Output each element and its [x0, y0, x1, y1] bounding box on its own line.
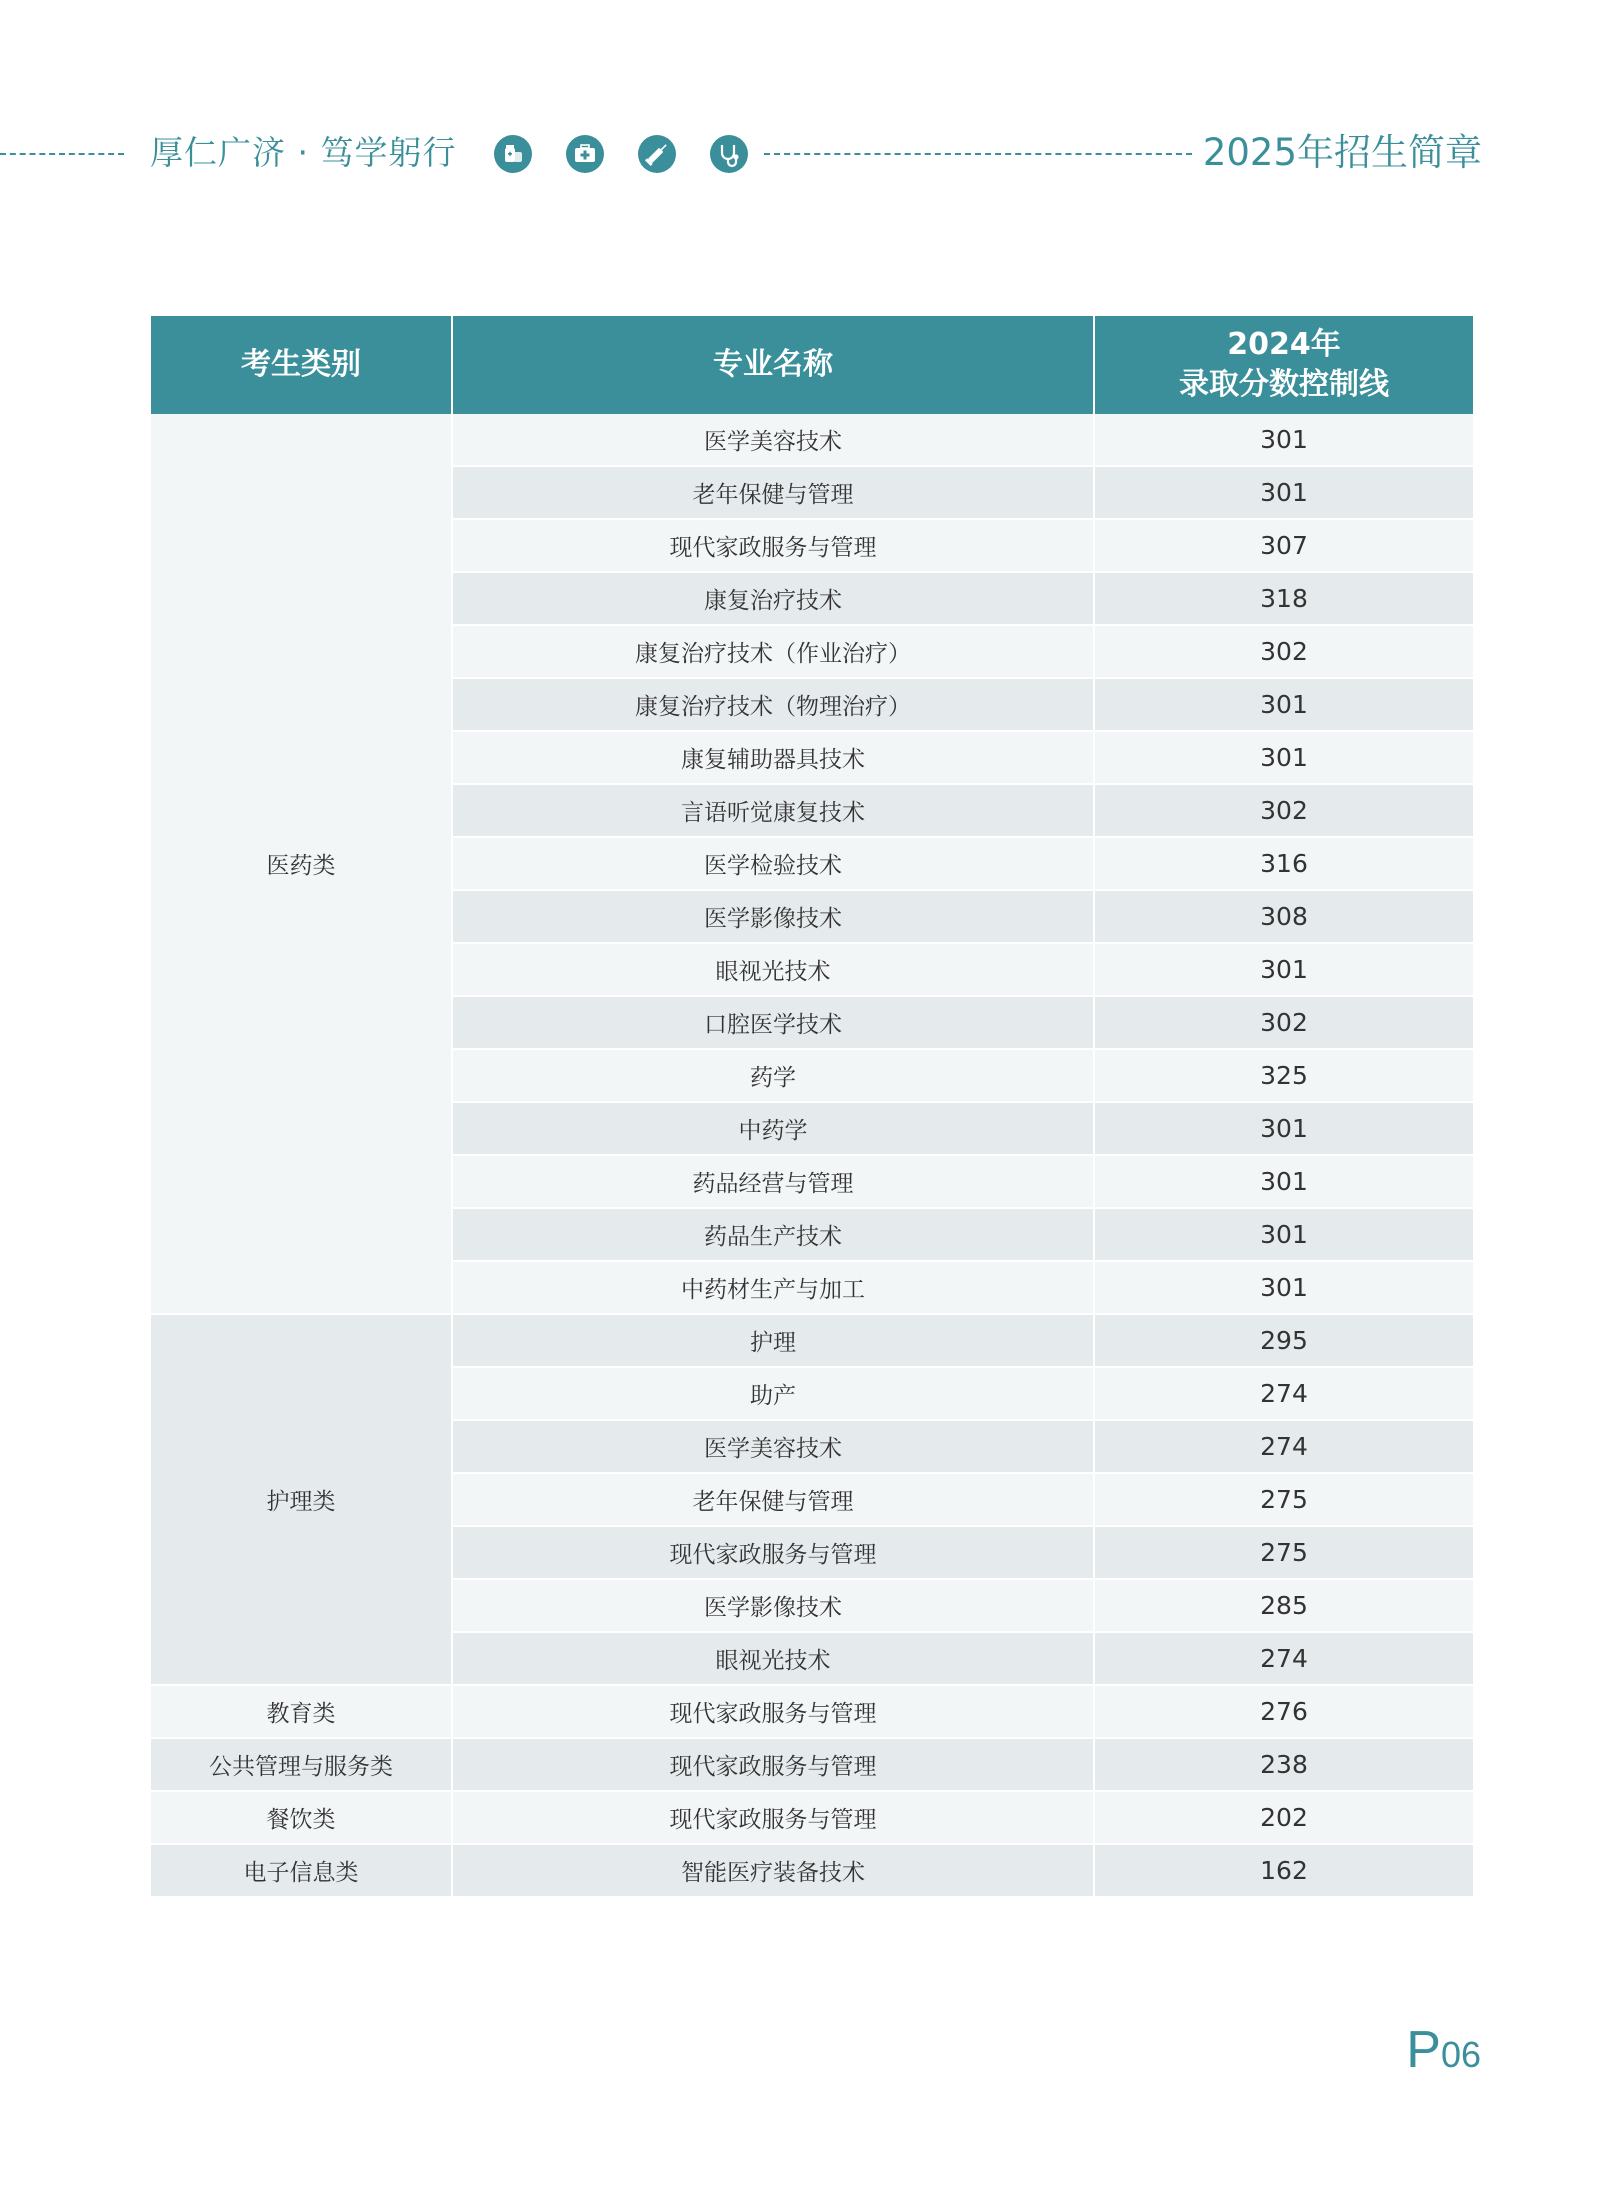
syringe-icon: [638, 135, 676, 173]
major-cell: 康复治疗技术: [452, 572, 1094, 625]
score-cell: 202: [1094, 1791, 1473, 1844]
brochure-title: 2025年招生简章: [1202, 131, 1482, 174]
score-cell: 301: [1094, 943, 1473, 996]
score-cell: 274: [1094, 1632, 1473, 1685]
page-number: [1406, 2020, 1481, 2080]
major-cell: 智能医疗装备技术: [452, 1844, 1094, 1897]
table-header-row: [151, 316, 1473, 414]
table-row: [151, 1314, 1473, 1367]
score-cell: 325: [1094, 1049, 1473, 1102]
category-cell: 公共管理与服务类: [151, 1738, 452, 1791]
major-cell: 药品经营与管理: [452, 1155, 1094, 1208]
header-score: [1094, 316, 1473, 414]
table-row: [151, 1791, 1473, 1844]
major-cell: 眼视光技术: [452, 1632, 1094, 1685]
major-cell: 护理: [452, 1314, 1094, 1367]
major-cell: 老年保健与管理: [452, 466, 1094, 519]
table-body: [151, 414, 1473, 1897]
score-cell: 301: [1094, 1261, 1473, 1314]
score-cell: 307: [1094, 519, 1473, 572]
score-cell: 162: [1094, 1844, 1473, 1897]
score-cell: 316: [1094, 837, 1473, 890]
major-cell: 医学检验技术: [452, 837, 1094, 890]
major-cell: 康复治疗技术（作业治疗）: [452, 625, 1094, 678]
score-cell: 238: [1094, 1738, 1473, 1791]
score-cell: 302: [1094, 784, 1473, 837]
first-aid-kit-icon: [566, 135, 604, 173]
major-cell: 现代家政服务与管理: [452, 1791, 1094, 1844]
score-cell: 301: [1094, 678, 1473, 731]
major-cell: 医学美容技术: [452, 414, 1094, 466]
admission-score-table: [151, 316, 1473, 1898]
score-cell: 301: [1094, 1155, 1473, 1208]
major-cell: 现代家政服务与管理: [452, 1685, 1094, 1738]
category-cell: 医药类: [151, 414, 452, 1314]
major-cell: 老年保健与管理: [452, 1473, 1094, 1526]
page-prefix: P: [1406, 2021, 1441, 2079]
table-row: [151, 1738, 1473, 1791]
score-cell: 295: [1094, 1314, 1473, 1367]
category-cell: 教育类: [151, 1685, 452, 1738]
score-cell: 274: [1094, 1367, 1473, 1420]
score-cell: 285: [1094, 1579, 1473, 1632]
page-number-value: 06: [1440, 2034, 1481, 2075]
major-cell: 医学美容技术: [452, 1420, 1094, 1473]
major-cell: 助产: [452, 1367, 1094, 1420]
major-cell: 康复治疗技术（物理治疗）: [452, 678, 1094, 731]
major-cell: 言语听觉康复技术: [452, 784, 1094, 837]
major-cell: 药学: [452, 1049, 1094, 1102]
score-cell: 276: [1094, 1685, 1473, 1738]
score-cell: 301: [1094, 466, 1473, 519]
score-cell: 301: [1094, 414, 1473, 466]
header-major: 专业名称: [452, 316, 1094, 414]
major-cell: 眼视光技术: [452, 943, 1094, 996]
score-cell: 302: [1094, 625, 1473, 678]
stethoscope-icon: [710, 135, 748, 173]
header-score-year: 2024年: [1227, 327, 1341, 362]
score-cell: 302: [1094, 996, 1473, 1049]
category-cell: 电子信息类: [151, 1844, 452, 1897]
score-cell: 308: [1094, 890, 1473, 943]
score-cell: 274: [1094, 1420, 1473, 1473]
score-cell: 301: [1094, 1208, 1473, 1261]
table-row: [151, 414, 1473, 466]
header-dashed-line-middle: [764, 153, 1192, 155]
major-cell: 口腔医学技术: [452, 996, 1094, 1049]
score-cell: 275: [1094, 1473, 1473, 1526]
major-cell: 现代家政服务与管理: [452, 1738, 1094, 1791]
category-cell: 餐饮类: [151, 1791, 452, 1844]
score-cell: 301: [1094, 731, 1473, 784]
major-cell: 中药学: [452, 1102, 1094, 1155]
major-cell: 康复辅助器具技术: [452, 731, 1094, 784]
category-cell: 护理类: [151, 1314, 452, 1685]
score-cell: 301: [1094, 1102, 1473, 1155]
score-cell: 275: [1094, 1526, 1473, 1579]
major-cell: 医学影像技术: [452, 1579, 1094, 1632]
major-cell: 中药材生产与加工: [452, 1261, 1094, 1314]
major-cell: 现代家政服务与管理: [452, 1526, 1094, 1579]
major-cell: 现代家政服务与管理: [452, 519, 1094, 572]
table-row: [151, 1685, 1473, 1738]
major-cell: 药品生产技术: [452, 1208, 1094, 1261]
table-row: [151, 1844, 1473, 1897]
score-cell: 318: [1094, 572, 1473, 625]
medicine-bottle-icon: [494, 135, 532, 173]
major-cell: 医学影像技术: [452, 890, 1094, 943]
header-score-label: 录取分数控制线: [1179, 367, 1389, 402]
header-category: 考生类别: [151, 316, 452, 414]
header-dashed-line-left: [0, 153, 124, 155]
school-motto: 厚仁广济 · 笃学躬行: [150, 133, 457, 172]
